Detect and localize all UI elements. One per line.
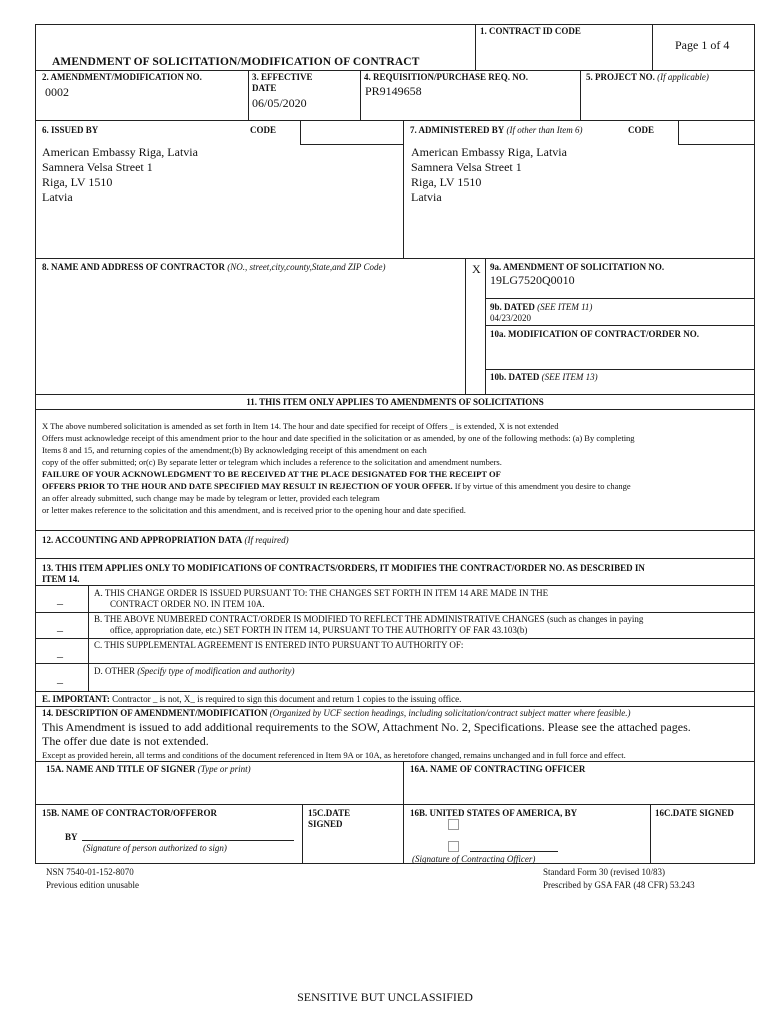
previous-edition-note: Previous edition unusable <box>46 880 139 890</box>
option-d-note: (Specify type of modification and authority) <box>137 666 295 676</box>
accounting-label <box>42 535 289 546</box>
option-d-label: D. OTHER <box>94 666 135 676</box>
dated-9b-value[interactable]: 04/23/2020 <box>490 313 532 323</box>
contract-id-field[interactable] <box>477 38 649 68</box>
officer-signature-line[interactable] <box>470 842 558 852</box>
address-line: American Embassy Riga, Latvia <box>42 145 198 159</box>
important-notice <box>42 694 461 705</box>
accounting-note: (If required) <box>244 535 289 545</box>
option-a-text <box>94 588 548 610</box>
date-label-line: SIGNED <box>308 819 343 829</box>
contractor-offeror-label: 15B. NAME OF CONTRACTOR/OFFEROR <box>42 808 218 818</box>
item11-line: copy of the offer submitted; or(c) By separate letter or telegram which includes a reference to the solicitation and amendment numbers. <box>42 457 502 467</box>
issued-by-label: 6. ISSUED BY <box>42 125 99 135</box>
address-line: Riga, LV 1510 <box>42 175 113 189</box>
solicitation-checkbox-mark[interactable]: X <box>472 262 481 276</box>
description-line: This Amendment is issued to add additional requirements to the SOW, Attachment No. 2, Specifications. Please see the attached pages. <box>42 720 691 734</box>
divider <box>485 369 755 370</box>
option-line: A. THIS CHANGE ORDER IS ISSUED PURSUANT TO: THE CHANGES SET FORTH IN ITEM 14 ARE MADE IN THE <box>94 588 549 598</box>
address-line: Latvia <box>42 190 73 204</box>
dated-9b-text: 9b. DATED <box>490 302 535 312</box>
option-c-checkbox[interactable]: _ <box>57 645 63 659</box>
date-signed-16c-label: 16C.DATE SIGNED <box>655 808 734 818</box>
accounting-label-text: 12. ACCOUNTING AND APPROPRIATION DATA <box>42 535 243 545</box>
amendment-solicitation-value[interactable]: 19LG7520Q0010 <box>490 273 575 287</box>
effective-date-value[interactable]: 06/05/2020 <box>252 96 307 110</box>
form-title: AMENDMENT OF SOLICITATION/MODIFICATION OF CONTRACT <box>52 56 420 68</box>
divider <box>475 24 476 70</box>
project-note: (If applicable) <box>657 72 709 82</box>
option-a-checkbox[interactable]: _ <box>57 592 63 606</box>
item11-line: X The above numbered solicitation is amended as set forth in Item 14. The hour and date specified for receipt of Offers _ is extended, X is not extended <box>42 421 559 431</box>
dated-10b-note: (SEE ITEM 13) <box>541 372 598 382</box>
item11-line: Items 8 and 15, and returning copies of the amendment;(b) By acknowledging receipt of this amendment on each <box>42 445 427 455</box>
contractor-label-text: 8. NAME AND ADDRESS OF CONTRACTOR <box>42 262 226 272</box>
divider <box>678 120 679 144</box>
amendment-solicitation-label: 9a. AMENDMENT OF SOLICITATION NO. <box>490 262 665 272</box>
item13-title-line: ITEM 14. <box>42 574 80 584</box>
divider <box>35 530 755 531</box>
administered-code-field[interactable] <box>680 122 754 143</box>
item11-line: If by virtue of this amendment you desire to change <box>452 481 631 491</box>
divider <box>300 120 301 144</box>
address-line: Samnera Velsa Street 1 <box>42 160 153 174</box>
amendment-no-label: 2. AMENDMENT/MODIFICATION NO. <box>42 72 202 82</box>
important-label: E. IMPORTANT: <box>42 694 110 704</box>
contractor-label <box>42 262 386 273</box>
divider <box>35 612 755 613</box>
divider <box>35 558 755 559</box>
signer-name-field[interactable] <box>40 776 400 802</box>
dated-10b-text: 10b. DATED <box>490 372 540 382</box>
page-indicator: Page 1 of 4 <box>675 38 730 52</box>
description-line: The offer due date is not extended. <box>42 734 209 748</box>
requisition-label: 4. REQUISITION/PURCHASE REQ. NO. <box>364 72 529 82</box>
divider <box>678 144 755 145</box>
divider <box>485 298 755 299</box>
contract-id-label: 1. CONTRACT ID CODE <box>480 26 581 36</box>
divider <box>248 70 249 120</box>
effective-date-label: DATE <box>252 83 277 93</box>
item13-title-line: 13. THIS ITEM APPLIES ONLY TO MODIFICATIONS OF CONTRACTS/ORDERS, IT MODIFIES THE CONTRACT/ORDER NO. AS DESCRIBED IN <box>42 563 645 573</box>
nsn-number: NSN 7540-01-152-8070 <box>46 867 134 877</box>
divider <box>35 120 755 121</box>
description-note: (Organized by UCF section headings, including solicitation/contract subject matter where feasible.) <box>269 708 631 718</box>
requisition-value[interactable]: PR9149658 <box>365 84 422 98</box>
divider <box>465 258 466 394</box>
issued-code-field[interactable] <box>302 122 402 143</box>
divider <box>35 409 755 410</box>
divider <box>360 70 361 120</box>
item11-line: or letter makes reference to the solicitation and this amendment, and is received prior to the opening hour and date specified. <box>42 505 466 515</box>
address-line: Latvia <box>411 190 442 204</box>
dated-9b-label <box>490 302 592 313</box>
signer-note: (Type or print) <box>197 764 251 774</box>
option-line: B. THE ABOVE NUMBERED CONTRACT/ORDER IS MODIFIED TO REFLECT THE ADMINISTRATIVE CHANGES (such as changes in paying <box>94 614 644 624</box>
divider <box>403 761 404 864</box>
administered-code-label: CODE <box>628 125 655 135</box>
contracting-officer-label: 16A. NAME OF CONTRACTING OFFICER <box>410 764 586 774</box>
issued-by-address[interactable] <box>42 145 198 205</box>
contractor-signature-line[interactable] <box>82 830 294 841</box>
divider <box>300 144 403 145</box>
signature-checkbox[interactable] <box>448 841 459 852</box>
divider <box>35 258 755 259</box>
issued-code-label: CODE <box>250 125 277 135</box>
item11-body <box>42 420 752 516</box>
option-d-checkbox[interactable]: _ <box>57 671 63 685</box>
divider <box>35 638 755 639</box>
divider <box>35 394 755 395</box>
divider <box>35 585 755 586</box>
item11-line: an offer already submitted, such change may be made by telegram or letter, provided each telegram <box>42 493 380 503</box>
divider <box>302 804 303 864</box>
address-line: Samnera Velsa Street 1 <box>411 160 522 174</box>
option-line: office, appropriation date, etc.) SET FORTH IN ITEM 14, PURSUANT TO THE AUTHORITY OF FAR 43.103(b) <box>110 625 528 635</box>
divider <box>35 804 755 805</box>
option-c-text: C. THIS SUPPLEMENTAL AGREEMENT IS ENTERED INTO PURSUANT TO AUTHORITY OF: <box>94 640 464 650</box>
by-label: BY <box>65 832 78 842</box>
date-signed-15c-label <box>308 808 350 830</box>
effective-date-label: 3. EFFECTIVE <box>252 72 313 82</box>
project-label <box>586 72 709 83</box>
option-line: CONTRACT ORDER NO. IN ITEM 10A. <box>110 599 265 609</box>
project-label-text: 5. PROJECT NO. <box>586 72 655 82</box>
administered-note: (If other than Item 6) <box>506 125 583 135</box>
dated-10b-label <box>490 372 598 383</box>
address-line: American Embassy Riga, Latvia <box>411 145 567 159</box>
divider <box>652 24 653 70</box>
address-line: Riga, LV 1510 <box>411 175 482 189</box>
classification-marking: SENSITIVE BUT UNCLASSIFIED <box>297 990 473 1004</box>
divider <box>35 70 755 71</box>
contractor-signature-note: (Signature of person authorized to sign) <box>83 843 227 853</box>
divider <box>35 706 755 707</box>
option-d-text <box>94 666 294 677</box>
divider <box>485 325 755 326</box>
signer-label <box>46 764 251 775</box>
item11-warning: OFFERS PRIOR TO THE HOUR AND DATE SPECIFIED MAY RESULT IN REJECTION OF YOUR OFFER. <box>42 481 453 491</box>
contracting-officer-field[interactable] <box>406 776 752 802</box>
item11-warning: FAILURE OF YOUR ACKNOWLEDGMENT TO BE RECEIVED AT THE PLACE DESIGNATED FOR THE RECEIPT OF <box>42 469 501 479</box>
option-b-checkbox[interactable]: _ <box>57 619 63 633</box>
description-label-text: 14. DESCRIPTION OF AMENDMENT/MODIFICATION <box>42 708 268 718</box>
administered-label-text: 7. ADMINISTERED BY <box>410 125 505 135</box>
except-provided-text: Except as provided herein, all terms and conditions of the document referenced in Item 9A or 10A, as heretofore changed, remains unchanged and in full force and effect. <box>42 750 626 760</box>
divider <box>485 258 486 394</box>
divider <box>650 804 651 864</box>
signature-checkbox[interactable] <box>448 819 459 830</box>
divider <box>580 70 581 120</box>
dated-9b-note: (SEE ITEM 11) <box>537 302 593 312</box>
divider <box>35 691 755 692</box>
amendment-no-value[interactable]: 0002 <box>45 85 69 99</box>
contractor-address-field[interactable] <box>37 276 463 392</box>
item11-title: 11. THIS ITEM ONLY APPLIES TO AMENDMENTS OF SOLICITATIONS <box>246 397 544 407</box>
officer-signature-note: (Signature of Contracting Officer) <box>412 854 536 864</box>
item11-line: Offers must acknowledge receipt of this amendment prior to the hour and date specified in the solicitation or as amended, by one of the following methods: (a) By completing <box>42 433 635 443</box>
divider <box>403 120 404 258</box>
description-label <box>42 708 631 719</box>
modification-contract-label: 10a. MODIFICATION OF CONTRACT/ORDER NO. <box>490 329 700 339</box>
date-label-line: 15C.DATE <box>308 808 351 818</box>
signer-label-text: 15A. NAME AND TITLE OF SIGNER <box>46 764 196 774</box>
option-b-text <box>94 614 643 636</box>
important-text: Contractor _ is not, X_ is required to sign this document and return 1 copies to the issuing office. <box>109 694 462 704</box>
contractor-note: (NO., street,city,county,State,and ZIP Code) <box>227 262 386 272</box>
standard-form-number: Standard Form 30 (revised 10/83) <box>543 867 665 877</box>
item11-warning-line <box>42 480 752 492</box>
divider <box>35 761 755 762</box>
administered-by-label <box>410 125 583 136</box>
divider <box>35 663 755 664</box>
item13-title <box>42 563 752 585</box>
usa-by-label: 16B. UNITED STATES OF AMERICA, BY <box>410 808 578 818</box>
gsa-prescription: Prescribed by GSA FAR (48 CFR) 53.243 <box>543 880 695 890</box>
description-text[interactable] <box>42 720 691 748</box>
administered-by-address[interactable] <box>411 145 567 205</box>
